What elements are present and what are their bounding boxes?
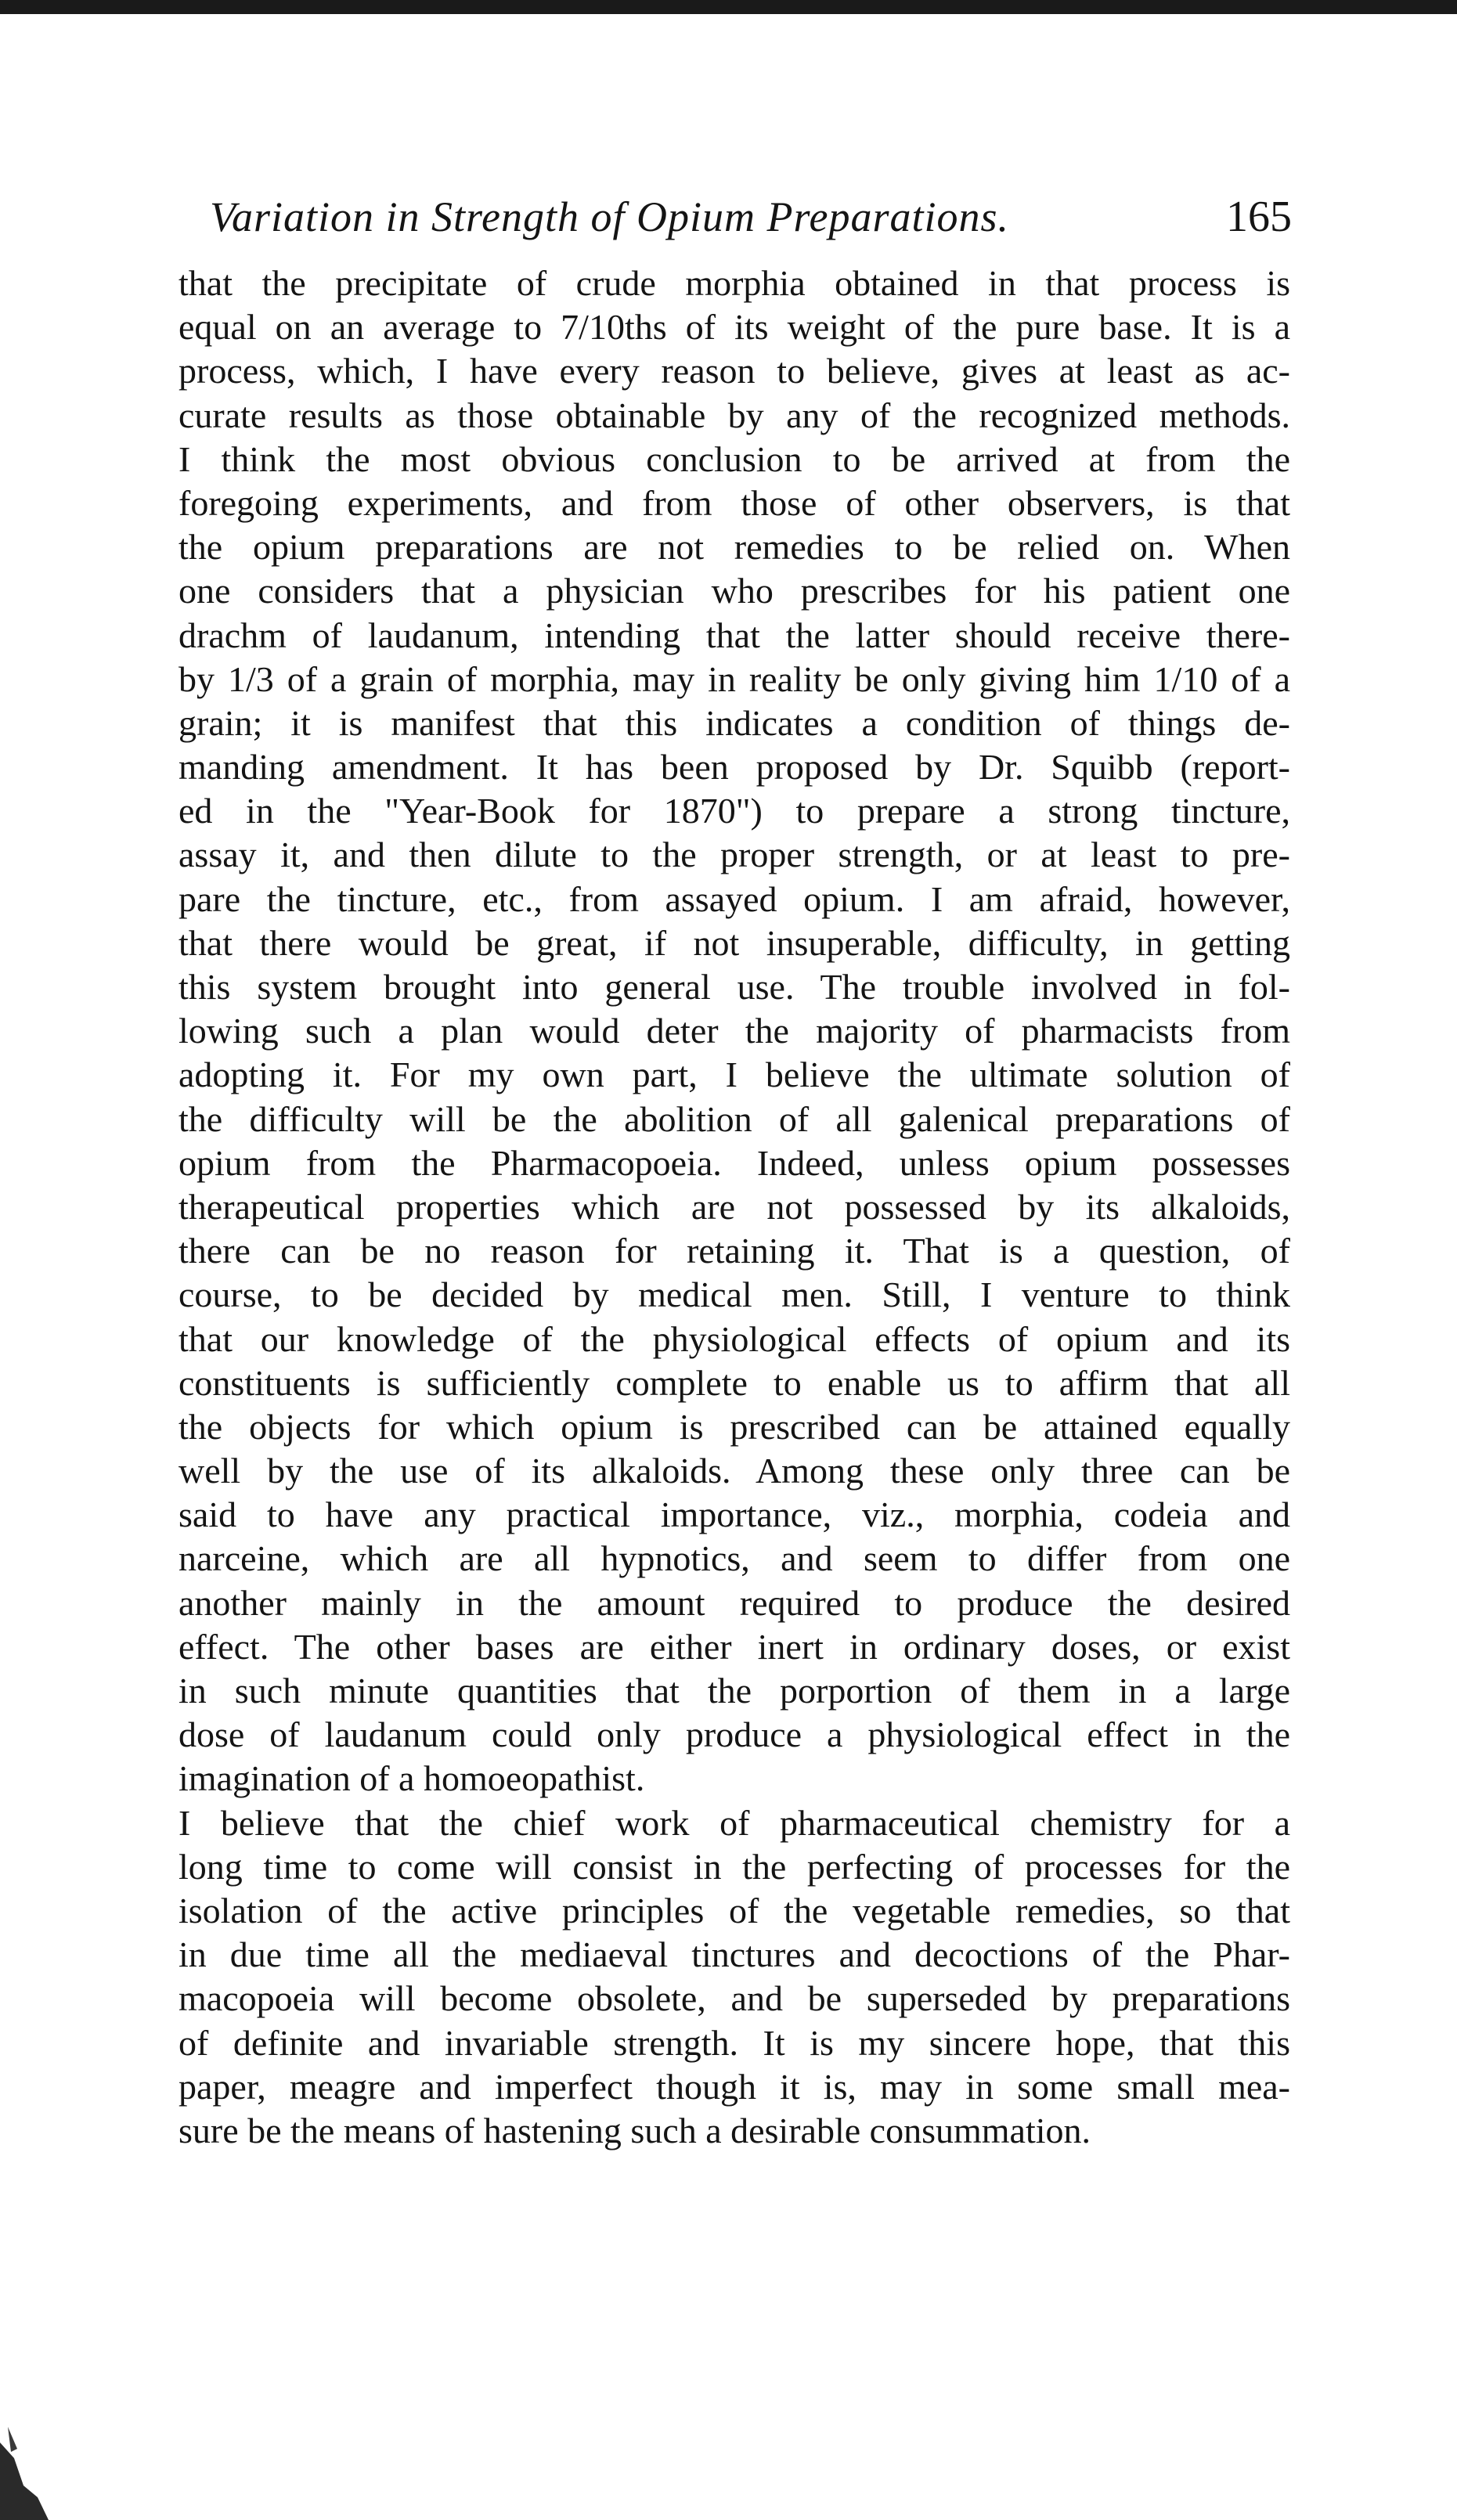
text-line: narceine, which are all hypnotics, and seem to differ from one (179, 1538, 1290, 1579)
text-line: dose of laudanum could only produce a physiological effect in the (179, 1714, 1290, 1755)
text-line: macopoeia will become obsolete, and be superseded by preparations (179, 1978, 1290, 2019)
text-line: well by the use of its alkaloids. Among these only three can be (179, 1451, 1290, 1491)
text-line: long time to come will consist in the perfecting of processes for the (179, 1846, 1290, 1887)
text-line: by 1/3 of a grain of morphia, may in reality be only giving him 1/10 of a (179, 658, 1290, 699)
text-line: therapeutical properties which are not possessed by its alkaloids, (179, 1186, 1290, 1227)
text-line: in such minute quantities that the porportion of them in a large (179, 1671, 1290, 1711)
text-line: said to have any practical importance, viz., morphia, codeia and (179, 1494, 1290, 1535)
text-line: that the precipitate of crude morphia obtained in that process is (179, 263, 1290, 303)
text-line: manding amendment. It has been proposed by Dr. Squibb (report- (179, 747, 1290, 788)
text-line: in due time all the mediaeval tinctures and decoctions of the Phar- (179, 1934, 1290, 1975)
text-line: adopting it. For my own part, I believe the ultimate solution of (179, 1055, 1290, 1095)
text-line: there can be no reason for retaining it. That is a question, of (179, 1231, 1290, 1271)
text-line: the opium preparations are not remedies to be relied on. When (179, 527, 1290, 568)
text-line: the difficulty will be the abolition of all galenical preparations of (179, 1098, 1290, 1139)
page-corner-mark (0, 2411, 63, 2520)
text-line: this system brought into general use. The trouble involved in fol- (179, 967, 1290, 1007)
text-line: paper, meagre and imperfect though it is, may in some small mea- (179, 2066, 1290, 2107)
running-head (210, 182, 1290, 252)
text-line: I think the most obvious conclusion to be arrived at from the (179, 438, 1290, 479)
text-line: another mainly in the amount required to produce the desired (179, 1582, 1290, 1623)
top-edge-shadow (0, 0, 1457, 14)
text-line: drachm of laudanum, intending that the latter should receive there- (179, 615, 1290, 655)
text-line: one considers that a physician who prescribes for his patient one (179, 571, 1290, 611)
text-line: that our knowledge of the physiological effects of opium and its (179, 1318, 1290, 1359)
text-line: equal on an average to 7/10ths of its weight of the pure base. It is a (179, 307, 1290, 348)
text-line: I believe that the chief work of pharmaceutical chemistry for a (179, 1802, 1290, 1843)
body-text (179, 261, 1290, 2153)
text-line: foregoing experiments, and from those of other observers, is that (179, 482, 1290, 523)
text-line: curate results as those obtainable by any of the recognized methods. (179, 395, 1290, 435)
text-line: lowing such a plan would deter the majority of pharmacists from (179, 1011, 1290, 1051)
text-line: effect. The other bases are either inert in ordinary doses, or exist (179, 1626, 1290, 1667)
text-line: course, to be decided by medical men. Still, I venture to think (179, 1274, 1290, 1315)
text-line: of definite and invariable strength. It is my sincere hope, that this (179, 2022, 1290, 2063)
text-line: isolation of the active principles of the vegetable remedies, so that (179, 1890, 1290, 1931)
text-line: that there would be great, if not insuperable, difficulty, in getting (179, 922, 1290, 963)
text-line: ed in the "Year-Book for 1870") to prepare a strong tincture, (179, 791, 1290, 831)
paragraph-last-line: sure be the means of hastening such a desirable consummation. (179, 2110, 1091, 2150)
text-line: constituents is sufficiently complete to enable us to affirm that all (179, 1362, 1290, 1403)
text-line: opium from the Pharmacopoeia. Indeed, unless opium possesses (179, 1142, 1290, 1183)
text-line: process, which, I have every reason to believe, gives at least as ac- (179, 351, 1290, 391)
text-line: grain; it is manifest that this indicates a condition of things de- (179, 702, 1290, 743)
paragraph-last-line: imagination of a homoeopathist. (179, 1758, 645, 1799)
text-line: pare the tincture, etc., from assayed opium. I am afraid, however, (179, 878, 1290, 919)
page-number: 165 (1226, 193, 1292, 241)
text-line: assay it, and then dilute to the proper strength, or at least to pre- (179, 835, 1290, 875)
running-title: Variation in Strength of Opium Preparations. (210, 193, 1010, 240)
text-line: the objects for which opium is prescribed can be attained equally (179, 1406, 1290, 1447)
